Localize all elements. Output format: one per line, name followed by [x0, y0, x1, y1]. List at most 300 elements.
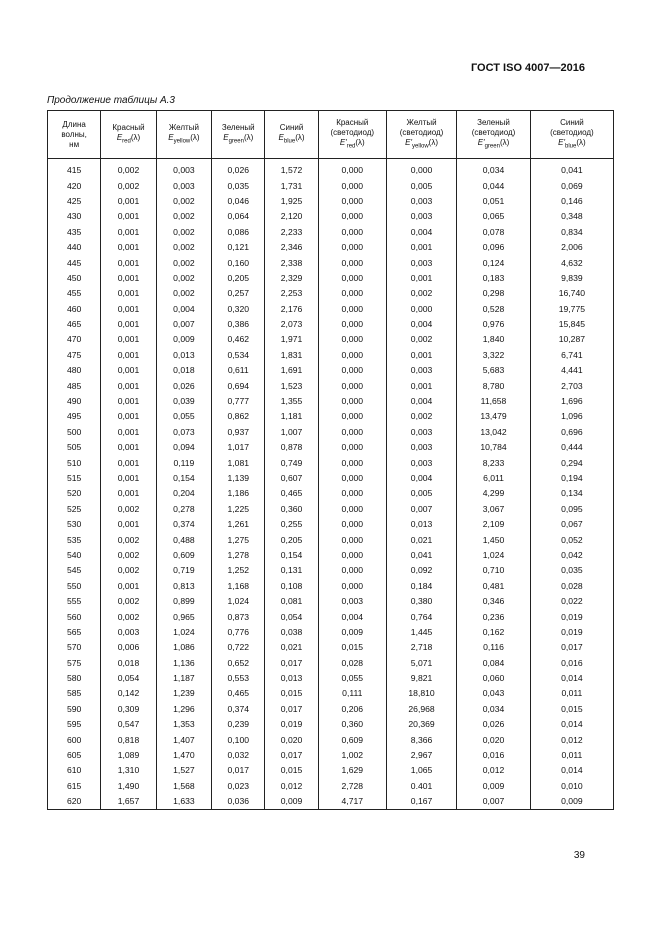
- table-cell: 0,054: [101, 671, 156, 686]
- table-cell: 0,039: [156, 394, 211, 409]
- table-cell: 0,001: [101, 255, 156, 270]
- table-cell: 0,002: [101, 563, 156, 578]
- table-cell: 0,000: [318, 332, 386, 347]
- table-cell: 0,041: [386, 548, 456, 563]
- table-cell: 0,611: [212, 363, 265, 378]
- table-cell: 8,366: [386, 732, 456, 747]
- table-cell: 0,015: [265, 763, 318, 778]
- table-cell: 1,925: [265, 194, 318, 209]
- table-cell: 0,239: [212, 717, 265, 732]
- table-cell: 0,899: [156, 594, 211, 609]
- table-cell: 0,001: [101, 425, 156, 440]
- table-cell: 1,696: [530, 394, 613, 409]
- spectral-data-table: [47, 110, 614, 810]
- column-header-line: Синий: [560, 117, 584, 127]
- table-cell: 0,154: [156, 471, 211, 486]
- table-cell: 10,287: [530, 332, 613, 347]
- table-row: [48, 594, 614, 609]
- table-cell: 0,096: [457, 240, 531, 255]
- table-cell: 0,001: [101, 302, 156, 317]
- table-row: [48, 532, 614, 547]
- table-cell: 0,001: [386, 348, 456, 363]
- table-cell: 2,967: [386, 748, 456, 763]
- wavelength-cell: 565: [48, 625, 101, 640]
- table-row: [48, 178, 614, 193]
- column-header: [156, 111, 211, 159]
- table-cell: 16,740: [530, 286, 613, 301]
- table-cell: 1,840: [457, 332, 531, 347]
- table-cell: 8,233: [457, 455, 531, 470]
- wavelength-cell: 505: [48, 440, 101, 455]
- table-cell: 0,064: [212, 209, 265, 224]
- table-cell: 0,862: [212, 409, 265, 424]
- wavelength-cell: 535: [48, 532, 101, 547]
- wavelength-cell: 480: [48, 363, 101, 378]
- table-cell: 0,095: [530, 502, 613, 517]
- table-cell: 0,028: [530, 579, 613, 594]
- table-cell: 0,818: [101, 732, 156, 747]
- table-caption: Продолжение таблицы А.3: [47, 95, 175, 106]
- column-header-line: $E'_{blue}(\lambda)$: [558, 137, 586, 150]
- wavelength-cell: 415: [48, 163, 101, 178]
- wavelength-cell: 590: [48, 702, 101, 717]
- table-cell: 0,007: [156, 317, 211, 332]
- table-row: [48, 425, 614, 440]
- table-cell: 1,024: [156, 625, 211, 640]
- table-cell: 0,046: [212, 194, 265, 209]
- table-cell: 0,000: [318, 225, 386, 240]
- wavelength-cell: 420: [48, 178, 101, 193]
- table-cell: 0,003: [101, 625, 156, 640]
- column-header: [386, 111, 456, 159]
- table-cell: 0,000: [318, 378, 386, 393]
- table-cell: 0,374: [156, 517, 211, 532]
- wavelength-cell: 580: [48, 671, 101, 686]
- table-cell: 0,121: [212, 240, 265, 255]
- table-cell: 1,002: [318, 748, 386, 763]
- wavelength-cell: 550: [48, 579, 101, 594]
- table-cell: 0,609: [318, 732, 386, 747]
- table-cell: 0,051: [457, 194, 531, 209]
- column-header-line: $E_{blue}(\lambda)$: [278, 132, 305, 145]
- table-cell: 0,236: [457, 609, 531, 624]
- table-cell: 0,348: [530, 209, 613, 224]
- table-cell: 0,009: [265, 794, 318, 810]
- table-row: [48, 378, 614, 393]
- table-cell: 0,015: [318, 640, 386, 655]
- table-cell: 0,014: [530, 717, 613, 732]
- table-cell: 0,001: [386, 271, 456, 286]
- table-cell: 0,001: [101, 348, 156, 363]
- table-cell: 0,000: [318, 240, 386, 255]
- table-cell: 0,000: [318, 286, 386, 301]
- table-cell: 1,261: [212, 517, 265, 532]
- table-cell: 0,012: [265, 779, 318, 794]
- column-header: [318, 111, 386, 159]
- column-header-line: нм: [69, 139, 80, 149]
- table-cell: 0,000: [318, 394, 386, 409]
- table-cell: 0,034: [457, 163, 531, 178]
- wavelength-cell: 430: [48, 209, 101, 224]
- table-cell: 5,071: [386, 656, 456, 671]
- table-cell: 1,086: [156, 640, 211, 655]
- table-cell: 0,108: [265, 579, 318, 594]
- wavelength-cell: 525: [48, 502, 101, 517]
- table-cell: 2,109: [457, 517, 531, 532]
- table-cell: 2,338: [265, 255, 318, 270]
- wavelength-cell: 460: [48, 302, 101, 317]
- table-cell: 0,000: [318, 563, 386, 578]
- table-cell: 0,020: [265, 732, 318, 747]
- column-header-line: Красный: [112, 122, 145, 132]
- wavelength-cell: 530: [48, 517, 101, 532]
- table-row: [48, 486, 614, 501]
- table-cell: 0,001: [101, 317, 156, 332]
- table-cell: 1,310: [101, 763, 156, 778]
- table-cell: 0,167: [386, 794, 456, 810]
- table-cell: 0,878: [265, 440, 318, 455]
- table-cell: 0,119: [156, 455, 211, 470]
- table-cell: 0,002: [156, 286, 211, 301]
- wavelength-cell: 490: [48, 394, 101, 409]
- table-cell: 1,353: [156, 717, 211, 732]
- table-cell: 0,000: [318, 440, 386, 455]
- table-cell: 0,000: [318, 471, 386, 486]
- table-cell: 2,120: [265, 209, 318, 224]
- table-cell: 0,005: [386, 486, 456, 501]
- wavelength-cell: 585: [48, 686, 101, 701]
- table-cell: 0,004: [386, 394, 456, 409]
- wavelength-cell: 560: [48, 609, 101, 624]
- column-header: [48, 111, 101, 159]
- table-cell: 1,065: [386, 763, 456, 778]
- table-cell: 2,253: [265, 286, 318, 301]
- table-cell: 0,374: [212, 702, 265, 717]
- table-cell: 0,084: [457, 656, 531, 671]
- table-cell: 0,013: [265, 671, 318, 686]
- table-cell: 0,017: [265, 702, 318, 717]
- table-cell: 15,845: [530, 317, 613, 332]
- table-cell: 0,034: [457, 702, 531, 717]
- table-row: [48, 579, 614, 594]
- table-row: [48, 163, 614, 178]
- wavelength-cell: 605: [48, 748, 101, 763]
- wavelength-cell: 445: [48, 255, 101, 270]
- table-cell: 3,067: [457, 502, 531, 517]
- table-row: [48, 609, 614, 624]
- table-cell: 6,741: [530, 348, 613, 363]
- table-row: [48, 748, 614, 763]
- wavelength-cell: 600: [48, 732, 101, 747]
- table-cell: 0,073: [156, 425, 211, 440]
- table-cell: 0,162: [457, 625, 531, 640]
- table-row: [48, 625, 614, 640]
- table-cell: 13,479: [457, 409, 531, 424]
- table-cell: 11,658: [457, 394, 531, 409]
- table-cell: 0,003: [386, 425, 456, 440]
- table-cell: 0,003: [386, 209, 456, 224]
- table-row: [48, 517, 614, 532]
- table-cell: 0,001: [101, 194, 156, 209]
- table-cell: 0,001: [101, 409, 156, 424]
- table-cell: 0,009: [318, 625, 386, 640]
- table-cell: 1,450: [457, 532, 531, 547]
- table-cell: 0,044: [457, 178, 531, 193]
- table-cell: 0,001: [101, 471, 156, 486]
- table-cell: 1,186: [212, 486, 265, 501]
- table-row: [48, 394, 614, 409]
- table-cell: 0,018: [156, 363, 211, 378]
- table-cell: 0,777: [212, 394, 265, 409]
- table-cell: 9,839: [530, 271, 613, 286]
- table-cell: 0,021: [386, 532, 456, 547]
- table-row: [48, 471, 614, 486]
- table-cell: 2,006: [530, 240, 613, 255]
- table-cell: 0,017: [265, 656, 318, 671]
- wavelength-cell: 470: [48, 332, 101, 347]
- table-cell: 0,022: [530, 594, 613, 609]
- table-cell: 0,004: [386, 225, 456, 240]
- table-cell: 0,360: [318, 717, 386, 732]
- table-row: [48, 348, 614, 363]
- table-row: [48, 671, 614, 686]
- column-header-line: (светодиод): [399, 127, 444, 137]
- wavelength-cell: 425: [48, 194, 101, 209]
- table-cell: 0,035: [212, 178, 265, 193]
- table-cell: 1,181: [265, 409, 318, 424]
- table-cell: 0,002: [101, 163, 156, 178]
- table-cell: 0,694: [212, 378, 265, 393]
- table-cell: 0,000: [318, 425, 386, 440]
- table-cell: 0,052: [530, 532, 613, 547]
- table-cell: 0,004: [386, 317, 456, 332]
- table-cell: 0,002: [386, 332, 456, 347]
- table-row: [48, 194, 614, 209]
- page-number: 39: [573, 850, 585, 861]
- table-cell: 1,445: [386, 625, 456, 640]
- table-cell: 1,278: [212, 548, 265, 563]
- table-cell: 0,011: [530, 748, 613, 763]
- table-cell: 0,776: [212, 625, 265, 640]
- table-cell: 1,136: [156, 656, 211, 671]
- table-cell: 0,184: [386, 579, 456, 594]
- table-cell: 0,146: [530, 194, 613, 209]
- table-cell: 20,369: [386, 717, 456, 732]
- table-cell: 0,078: [457, 225, 531, 240]
- table-cell: 4,717: [318, 794, 386, 810]
- table-cell: 0,154: [265, 548, 318, 563]
- wavelength-cell: 450: [48, 271, 101, 286]
- table-cell: 0,002: [101, 594, 156, 609]
- table-cell: 5,683: [457, 363, 531, 378]
- table-cell: 0,065: [457, 209, 531, 224]
- table-cell: 0,042: [530, 548, 613, 563]
- table-cell: 0,813: [156, 579, 211, 594]
- table-cell: 0,100: [212, 732, 265, 747]
- table-cell: 0,005: [386, 178, 456, 193]
- table-cell: 1,187: [156, 671, 211, 686]
- table-cell: 0,001: [386, 240, 456, 255]
- table-cell: 0,001: [101, 378, 156, 393]
- table-cell: 1,225: [212, 502, 265, 517]
- table-cell: 0,000: [318, 409, 386, 424]
- table-cell: 0,003: [156, 163, 211, 178]
- table-cell: 0,014: [530, 763, 613, 778]
- table-cell: 0,003: [156, 178, 211, 193]
- table-cell: 1,407: [156, 732, 211, 747]
- table-cell: 1,523: [265, 378, 318, 393]
- table-cell: 0,205: [212, 271, 265, 286]
- table-cell: 0,004: [318, 609, 386, 624]
- table-row: [48, 686, 614, 701]
- table-cell: 1,007: [265, 425, 318, 440]
- table-cell: 0,000: [318, 255, 386, 270]
- wavelength-cell: 485: [48, 378, 101, 393]
- table-cell: 0,002: [101, 532, 156, 547]
- table-cell: 0,002: [156, 240, 211, 255]
- table-cell: 0,069: [530, 178, 613, 193]
- table-cell: 0,019: [265, 717, 318, 732]
- table-cell: 1,355: [265, 394, 318, 409]
- table-row: [48, 779, 614, 794]
- table-cell: 0,380: [386, 594, 456, 609]
- table-cell: 2,329: [265, 271, 318, 286]
- table-row: [48, 209, 614, 224]
- table-cell: 0,006: [101, 640, 156, 655]
- table-cell: 0,834: [530, 225, 613, 240]
- table-cell: 0,696: [530, 425, 613, 440]
- table-cell: 0,002: [101, 178, 156, 193]
- table-cell: 0,160: [212, 255, 265, 270]
- table-row: [48, 255, 614, 270]
- table-cell: 13,042: [457, 425, 531, 440]
- wavelength-cell: 610: [48, 763, 101, 778]
- table-cell: 0,055: [318, 671, 386, 686]
- table-cell: 4,299: [457, 486, 531, 501]
- table-cell: 0,009: [156, 332, 211, 347]
- table-cell: 0,028: [318, 656, 386, 671]
- table-cell: 0,294: [530, 455, 613, 470]
- table-cell: 4,632: [530, 255, 613, 270]
- table-cell: 0,937: [212, 425, 265, 440]
- wavelength-cell: 545: [48, 563, 101, 578]
- table-cell: 0,360: [265, 502, 318, 517]
- table-cell: 2,718: [386, 640, 456, 655]
- table-row: [48, 702, 614, 717]
- table-cell: 0,298: [457, 286, 531, 301]
- table-cell: 0,026: [457, 717, 531, 732]
- table-cell: 0,007: [457, 794, 531, 810]
- table-cell: 0,719: [156, 563, 211, 578]
- table-cell: 0,000: [318, 502, 386, 517]
- table-cell: 1,024: [457, 548, 531, 563]
- column-header-line: Желтый: [168, 122, 199, 132]
- table-cell: 0,001: [101, 225, 156, 240]
- table-cell: 0,002: [386, 286, 456, 301]
- table-row: [48, 656, 614, 671]
- wavelength-cell: 555: [48, 594, 101, 609]
- table-cell: 1,139: [212, 471, 265, 486]
- table-cell: 0,001: [101, 286, 156, 301]
- table-cell: 0,001: [101, 209, 156, 224]
- table-cell: 0,067: [530, 517, 613, 532]
- table-cell: 0,204: [156, 486, 211, 501]
- table-cell: 2,703: [530, 378, 613, 393]
- table-cell: 1,633: [156, 794, 211, 810]
- table-cell: 0,000: [386, 163, 456, 178]
- table-cell: 0,002: [156, 255, 211, 270]
- table-cell: 0,000: [318, 194, 386, 209]
- table-cell: 0,001: [101, 240, 156, 255]
- table-cell: 0,000: [318, 579, 386, 594]
- table-cell: 1,275: [212, 532, 265, 547]
- table-cell: 0,003: [386, 455, 456, 470]
- table-cell: 0,017: [212, 763, 265, 778]
- table-cell: 1,527: [156, 763, 211, 778]
- table-cell: 0,000: [386, 302, 456, 317]
- table-cell: 0,013: [156, 348, 211, 363]
- table-cell: 0,055: [156, 409, 211, 424]
- table-cell: 1,971: [265, 332, 318, 347]
- table-cell: 0,000: [318, 178, 386, 193]
- table-row: [48, 548, 614, 563]
- table-cell: 0,481: [457, 579, 531, 594]
- table-cell: 0,004: [156, 302, 211, 317]
- table-cell: 1,629: [318, 763, 386, 778]
- table-cell: 0,183: [457, 271, 531, 286]
- table-cell: 0,465: [212, 686, 265, 701]
- wavelength-cell: 510: [48, 455, 101, 470]
- table-cell: 3,322: [457, 348, 531, 363]
- table-cell: 0,036: [212, 794, 265, 810]
- table-cell: 0,004: [386, 471, 456, 486]
- table-cell: 0,081: [265, 594, 318, 609]
- table-cell: 1,490: [101, 779, 156, 794]
- table-cell: 0,000: [318, 163, 386, 178]
- table-cell: 0,043: [457, 686, 531, 701]
- table-cell: 0,009: [457, 779, 531, 794]
- table-cell: 0,607: [265, 471, 318, 486]
- table-cell: 0,015: [265, 686, 318, 701]
- wavelength-cell: 620: [48, 794, 101, 810]
- table-cell: 26,968: [386, 702, 456, 717]
- column-header-line: $E_{yellow}(\lambda)$: [168, 132, 200, 145]
- column-header-line: $E'_{yellow}(\lambda)$: [405, 137, 438, 150]
- table-cell: 0,012: [457, 763, 531, 778]
- table-cell: 0,001: [101, 363, 156, 378]
- table-cell: 0,002: [156, 194, 211, 209]
- table-cell: 1,024: [212, 594, 265, 609]
- table-cell: 0,001: [101, 440, 156, 455]
- table-cell: 0,000: [318, 209, 386, 224]
- table-cell: 0,016: [530, 656, 613, 671]
- table-cell: 0,001: [386, 378, 456, 393]
- table-cell: 0,142: [101, 686, 156, 701]
- table-cell: 0,001: [101, 271, 156, 286]
- table-cell: 0,017: [265, 748, 318, 763]
- table-cell: 0,001: [101, 517, 156, 532]
- table-cell: 0,000: [318, 317, 386, 332]
- table-row: [48, 302, 614, 317]
- column-header-line: волны,: [61, 129, 87, 139]
- table-cell: 2,176: [265, 302, 318, 317]
- wavelength-cell: 440: [48, 240, 101, 255]
- table-cell: 0,019: [530, 625, 613, 640]
- table-cell: 0,000: [318, 455, 386, 470]
- wavelength-cell: 540: [48, 548, 101, 563]
- table-cell: 0,131: [265, 563, 318, 578]
- table-cell: 1,831: [265, 348, 318, 363]
